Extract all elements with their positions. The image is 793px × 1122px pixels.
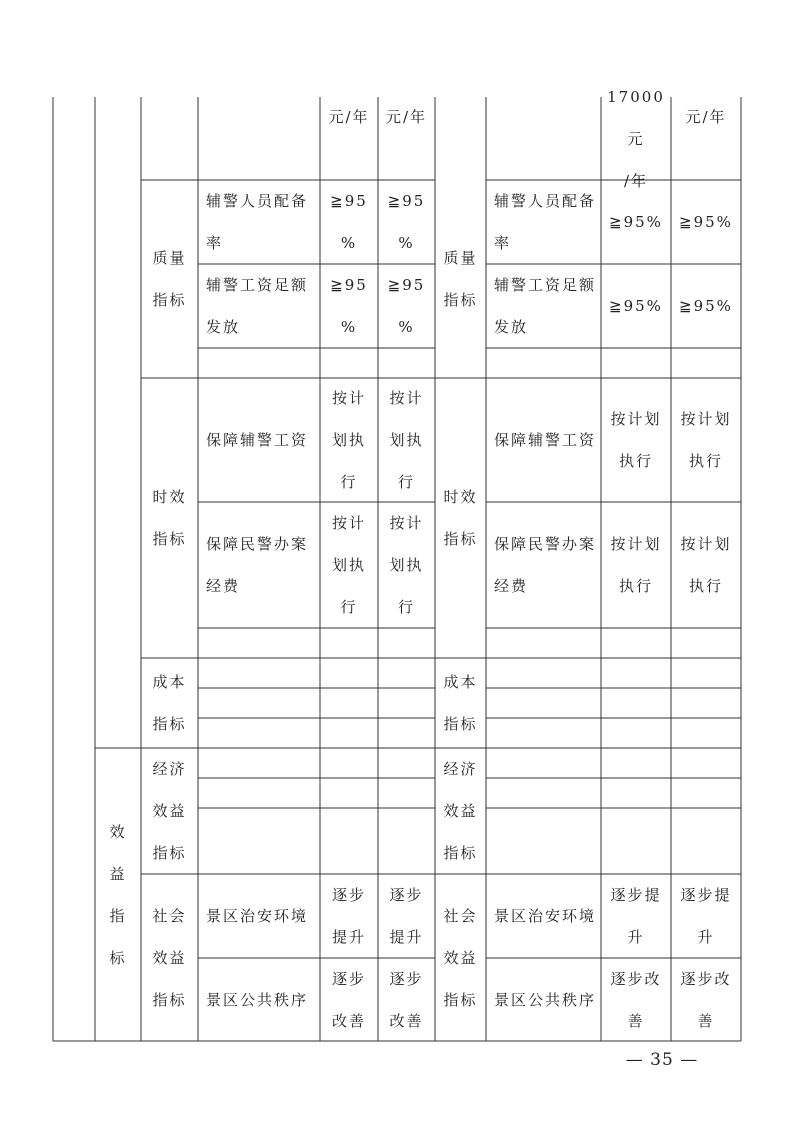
- unit-cell: 元/年: [385, 108, 428, 126]
- indicator-value: ≧95 %: [330, 192, 368, 252]
- category-label: 质量 指标: [152, 249, 187, 309]
- indicator-name: 保障民警办案 经费: [206, 535, 309, 595]
- unit-cell: 元/年: [685, 108, 727, 126]
- indicator-value: ≧95 %: [387, 192, 426, 252]
- indicator-value: 逐步 改善: [331, 969, 366, 1030]
- indicator-name: 景区公共秩序: [206, 990, 309, 1009]
- indicator-value: 按计划 执行: [680, 410, 732, 470]
- indicator-name: 保障民警办案 经费: [494, 535, 597, 595]
- indicator-value: ≧95%: [609, 297, 663, 315]
- indicator-name: 辅警人员配备 率: [206, 192, 309, 252]
- indicator-value: ≧95 %: [387, 276, 426, 336]
- category-label: 质量 指标: [443, 249, 478, 309]
- category-label: 成本 指标: [443, 673, 478, 733]
- unit-cell: 元/年: [328, 108, 370, 126]
- indicator-value: 逐步 提升: [389, 886, 424, 946]
- indicator-value: 按计 划执 行: [389, 389, 424, 491]
- indicator-name: 保障辅警工资: [494, 431, 597, 449]
- indicator-group-label: 效 益 指 标: [109, 822, 127, 967]
- indicator-value: 逐步提 升: [680, 886, 732, 946]
- category-label: 成本 指标: [152, 673, 187, 733]
- category-label: 经济 效益 指标: [152, 760, 187, 862]
- indicator-value: 逐步提 升: [610, 886, 662, 946]
- unit-cell: 17000元 /年: [607, 87, 665, 190]
- indicator-value: ≧95 %: [330, 276, 368, 336]
- category-label: 时效 指标: [152, 488, 187, 548]
- indicator-name: 保障辅警工资: [206, 431, 309, 449]
- indicator-value: 按计 划执 行: [331, 389, 366, 491]
- indicator-value: 按计 划执 行: [389, 514, 424, 616]
- indicator-value: ≧95%: [609, 213, 663, 231]
- indicator-value: 按计划 执行: [610, 410, 662, 470]
- indicator-value: 逐步 提升: [331, 886, 366, 946]
- category-label: 社会 效益 指标: [152, 906, 187, 1009]
- indicator-name: 景区治安环境: [206, 907, 309, 925]
- indicator-name: 景区公共秩序: [494, 990, 597, 1009]
- indicator-name: 景区治安环境: [494, 907, 597, 925]
- category-label: 经济 效益 指标: [443, 760, 478, 862]
- indicator-name: 辅警工资足额 发放: [494, 276, 597, 336]
- indicator-value: 按计 划执 行: [331, 514, 366, 616]
- category-label: 时效 指标: [443, 488, 478, 548]
- indicator-name: 辅警工资足额 发放: [206, 276, 309, 336]
- indicator-value: 逐步 改善: [389, 969, 424, 1030]
- indicator-name: 辅警人员配备 率: [494, 192, 597, 252]
- indicator-value: 逐步改 善: [610, 969, 662, 1030]
- indicator-value: 按计划 执行: [680, 535, 732, 595]
- indicator-value: ≧95%: [679, 213, 733, 231]
- indicator-value: 按计划 执行: [610, 535, 662, 595]
- category-label: 社会 效益 指标: [443, 906, 478, 1009]
- indicator-value: ≧95%: [679, 297, 733, 315]
- indicator-value: 逐步改 善: [680, 969, 732, 1030]
- page-number: — 35 —: [625, 1050, 699, 1070]
